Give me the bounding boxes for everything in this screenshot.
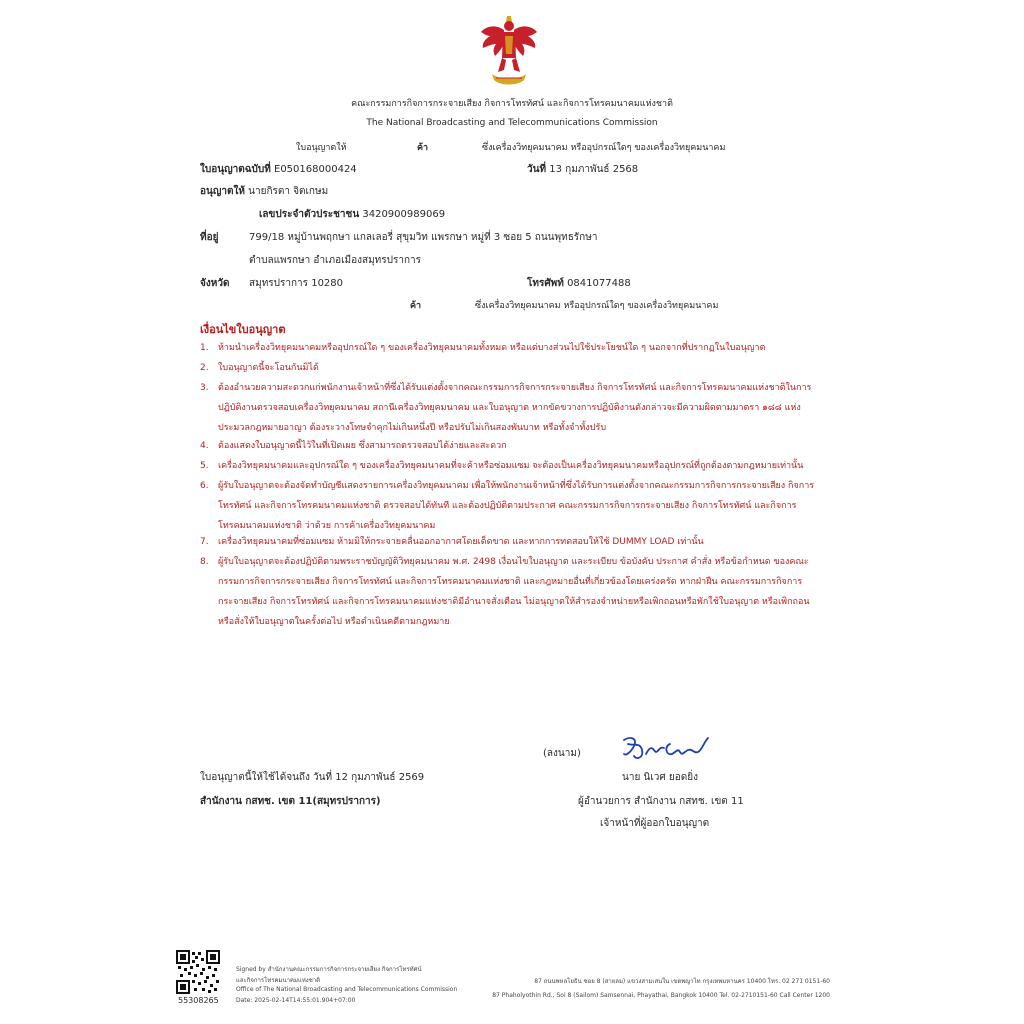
license-type-desc: ซึ่งเครื่องวิทยุคมนาคม หรืออุปกรณ์ใดๆ ของเครื่องวิทยุคมนาคม [482,143,726,153]
license-type-verb: ค้า [417,143,429,153]
phone [527,276,631,291]
sign-label: (ลงนาม) [543,748,581,759]
condition-text: ต้องแสดงใบอนุญาตนี้ไว้ในที่เปิดเผย ซึ่งสามารถตรวจสอบได้ง่ายและสะดวก [218,441,507,451]
condition-text: ผู้รับใบอนุญาตจะต้องจัดทำบัญชีแสดงรายการเครื่องวิทยุคมนาคม เพื่อให้พนักงานเจ้าหน้าที่ซึ่งได้รับการแต่งตั้งจากคณะกรรมการกิจการกระจายเสียง กิจการโทรทัศน์ และกิจการโทรคมนาคมแห่งชาติ ตรวจสอบได้ทันที และต้องปฏิบัติตามประกาศ คณะกรรมการกิจการกระจายเสียง กิจการโทรทัศน์ และกิจการโทรคมนาคมแห่งชาติ ว่าด้วย การค้าเครื่องวิทยุคมนาคม [218,481,815,531]
condition-number: 3. [200,383,209,393]
signed-by-th: Signed by สำนักงานคณะกรรมการกิจการกระจายเสียง กิจการโทรทัศน์ [236,966,422,973]
conditions-title: เงื่อนไขใบอนุญาต [200,323,286,336]
qr-code-number: 55308265 [178,996,219,1005]
phone-value: 0841077488 [567,278,631,289]
issuing-office: สำนักงาน กสทช. เขต 11(สมุทรปราการ) [200,796,381,807]
license-type-prefix: ใบอนุญาตให้ [296,143,347,153]
citizen-id-value: 3420900989069 [362,209,446,220]
condition-number: 1. [200,343,209,353]
phone-label: โทรศัพท์ [527,278,564,289]
license-number [200,162,357,177]
condition-text: ใบอนุญาตนี้จะโอนกันมิได้ [218,363,319,373]
condition-text: เครื่องวิทยุคมนาคมที่ซ่อมแซม ห้ามมิให้กระจายคลื่นออกอากาศโดยเด็ดขาด และหากการทดสอบให้ใช้ DUMMY LOAD เท่านั้น [218,537,704,547]
condition-text: ห้ามนำเครื่องวิทยุคมนาคมหรืออุปกรณ์ใด ๆ ของเครื่องวิทยุคมนาคมทั้งหมด หรือแต่บางส่วนไปใช้ประโยชน์ใด ๆ นอกจากที่ปรากฏในใบอนุญาต [218,343,766,353]
signer-role: เจ้าหน้าที่ผู้ออกใบอนุญาต [600,818,710,829]
condition-item [200,552,820,632]
condition-number: 7. [200,537,209,547]
condition-item [200,476,820,536]
signer-name: นาย นิเวศ ยอดยิ่ง [622,772,698,783]
org-name-th: คณะกรรมการกิจการกระจายเสียง กิจการโทรทัศน์ และกิจการโทรคมนาคมแห่งชาติ [351,99,673,109]
condition-item [200,436,820,456]
address-label: ที่อยู่ [200,232,219,243]
condition-item [200,338,820,358]
condition-item [200,532,820,552]
qr-code-icon [176,950,220,994]
province-value: สมุทรปราการ 10280 [249,278,344,289]
business-desc: ซึ่งเครื่องวิทยุคมนาคม หรืออุปกรณ์ใดๆ ของเครื่องวิทยุคมนาคม [475,301,719,311]
grantee-value: นายกิรตา จิตเกษม [248,186,329,197]
citizen-id [259,207,445,222]
signed-by-th-2: และกิจการโทรคมนาคมแห่งชาติ [236,977,321,984]
footer-address-en: 87 Phaholyothin Rd., Soi 8 (Sailom) Samsennai, Phayathai, Bangkok 10400 Tel. 02-2710151-60 Call Center 1200 [492,992,830,999]
grantee [200,184,328,199]
condition-text: เครื่องวิทยุคมนาคมและอุปกรณ์ใด ๆ ของเครื่องวิทยุคมนาคมที่จะค้าหรือซ่อมแซม จะต้องเป็นเครื่องวิทยุคมนาคมหรืออุปกรณ์ที่ถูกต้องตามกฎหมายเท่านั้น [218,461,804,471]
address-line-2: ตำบลแพรกษา อำเภอเมืองสมุทรปราการ [249,255,422,266]
license-number-label: ใบอนุญาตฉบับที่ [200,164,271,175]
condition-text: ผู้รับใบอนุญาตจะต้องปฏิบัติตามพระราชบัญญัติวิทยุคมนาคม พ.ศ. 2498 เงื่อนไขใบอนุญาต และระเบียบ ข้อบังคับ ประกาศ คำสั่ง หรือข้อกำหนด ของคณะกรรมการกิจการกระจายเสียง กิจการโทรทัศน์ และกิจการโทรคมนาคมแห่งชาติ และกฎหมายอื่นที่เกี่ยวข้องโดยเคร่งครัด หากฝ่าฝืน คณะกรรมการกิจการกระจายเสียง กิจการโทรทัศน์ และกิจการโทรคมนาคมแห่งชาติมีอำนาจสั่งเตือน ไม่อนุญาตให้สำรองจำหน่ายหรือเพิกถอนหรือพักใช้ใบอนุญาต หรือเพิกถอนหรือสั่งให้ใบอนุญาตในครั้งต่อไป หรือดำเนินคดีตามกฎหมาย [218,557,810,627]
license-date-value: 13 กุมภาพันธ์ 2568 [549,164,639,175]
handwritten-signature-icon [618,732,712,764]
garuda-emblem-icon [478,14,540,90]
condition-text: ต้องอำนวยความสะดวกแก่พนักงานเจ้าหน้าที่ซึ่งได้รับแต่งตั้งจากคณะกรรมการกิจการกระจายเสียง กิจการโทรทัศน์ และกิจการโทรคมนาคมแห่งชาติในการปฏิบัติงานตรวจสอบเครื่องวิทยุคมนาคม สถานีเครื่องวิทยุคมนาคม และใบอนุญาต หากขัดขวางการปฏิบัติงานดังกล่าวจะมีความผิดตามมาตรา ๑๘๘ แห่งประมวลกฎหมายอาญา ต้องระวางโทษจำคุกไม่เกินหนึ่งปี หรือปรับไม่เกินสองพันบาท หรือทั้งจำทั้งปรับ [218,383,812,433]
condition-item [200,358,820,378]
license-number-value: E050168000424 [274,164,357,175]
condition-item [200,456,820,476]
license-date-label: วันที่ [527,164,547,175]
condition-number: 8. [200,557,209,567]
validity-text: ใบอนุญาตนี้ให้ใช้ได้จนถึง วันที่ 12 กุมภาพันธ์ 2569 [200,772,425,783]
signed-by-en: Office of The National Broadcasting and Telecommunications Commission [236,986,458,993]
citizen-id-label: เลขประจำตัวประชาชน [259,209,360,220]
footer-address-th: 87 ถนนพหลโยธิน ซอย 8 (สายลม) แขวงสามเสนใน เขตพญาไท กรุงเทพมหานคร 10400 โทร. 02 271 0151-60 [534,978,830,985]
condition-number: 5. [200,461,209,471]
business-verb: ค้า [410,301,422,311]
signer-position: ผู้อำนวยการ สำนักงาน กสทช. เขต 11 [578,796,744,807]
condition-number: 6. [200,481,209,491]
condition-number: 2. [200,363,209,373]
condition-item [200,378,820,438]
signed-date: Date: 2025-02-14T14:55:01.904+07:00 [236,997,356,1004]
org-name-en: The National Broadcasting and Telecommunications Commission [366,118,658,128]
address-line-1: 799/18 หมู่บ้านพฤกษา แกลเลอรี่ สุขุมวิท แพรกษา หมู่ที่ 3 ซอย 5 ถนนพุทธรักษา [249,232,598,243]
condition-number: 4. [200,441,209,451]
license-date [527,162,638,177]
grantee-label: อนุญาตให้ [200,186,245,197]
province-label: จังหวัด [200,278,230,289]
